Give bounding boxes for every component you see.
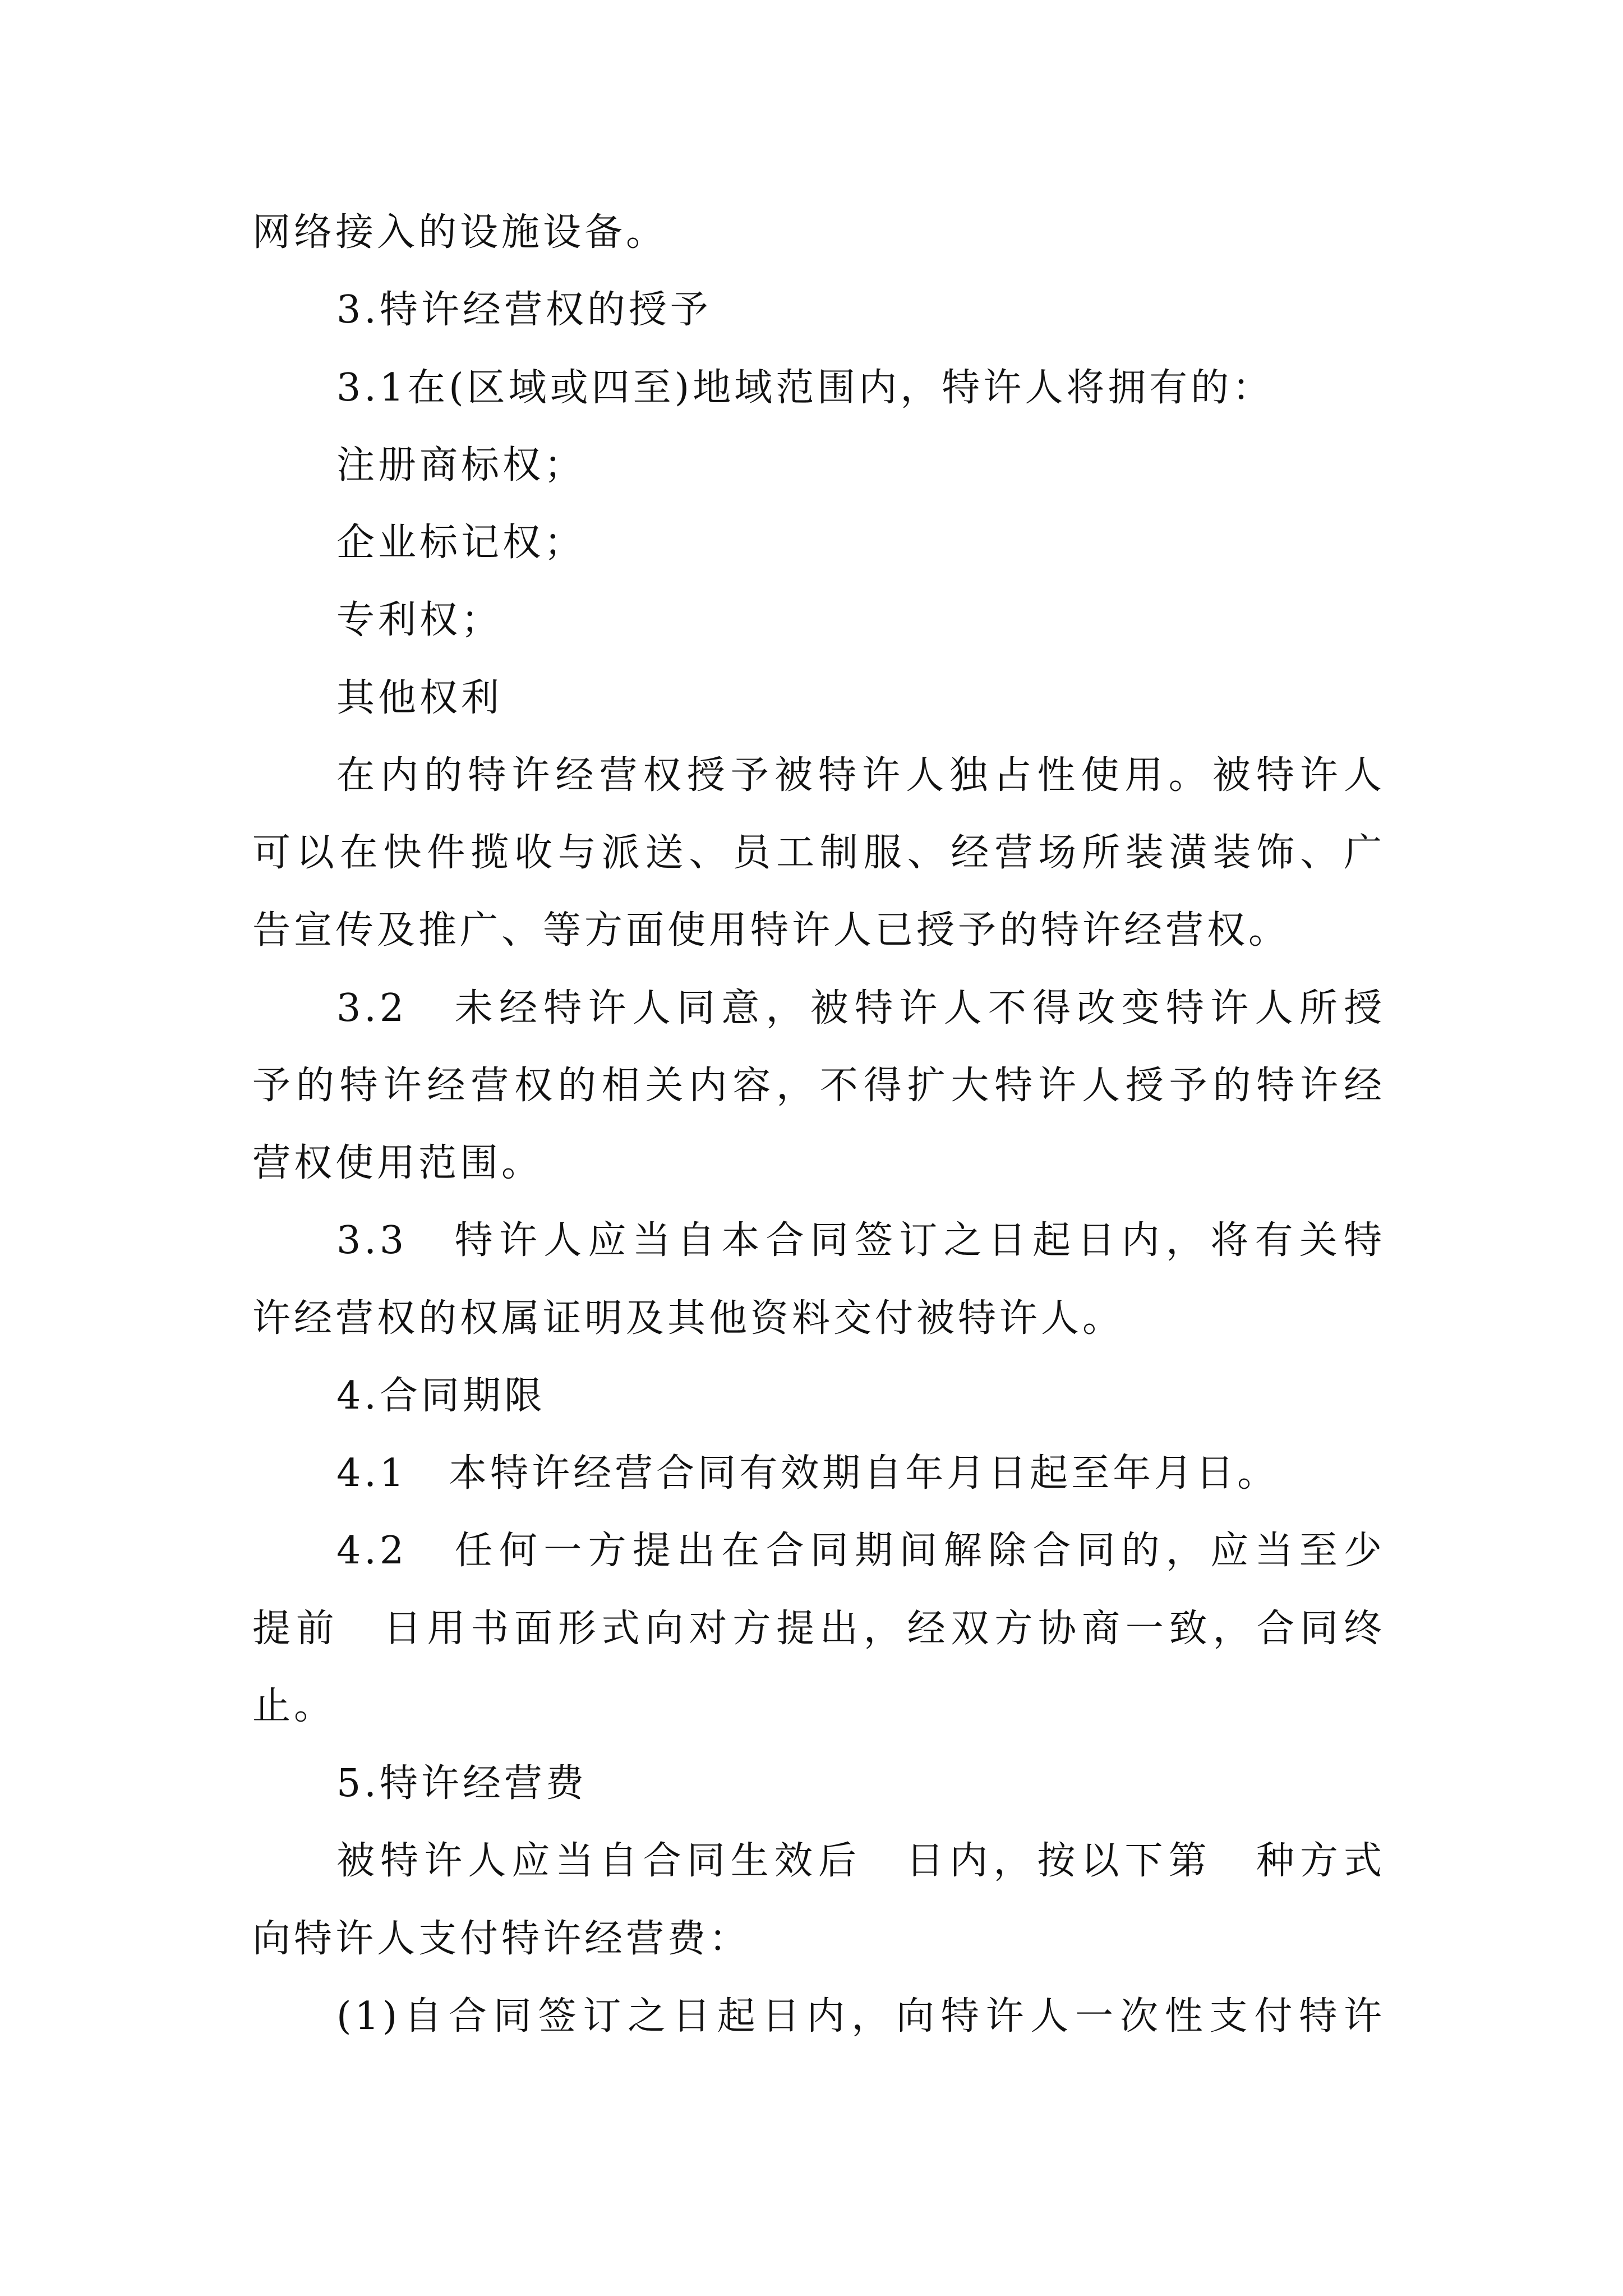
section-heading: 5.特许经营费 <box>336 1761 587 1806</box>
list-item: 专利权； <box>336 598 503 642</box>
body-text-line: (1)自合同签订之日起日内，向特许人一次性支付特许 <box>336 1994 1385 2039</box>
body-text-line: 告宣传及推广、等方面使用特许人已授予的特许经营权。 <box>252 908 1290 953</box>
body-text-line: 向特许人支付特许经营费： <box>252 1917 751 1961</box>
body-text-line: 止。 <box>252 1684 336 1728</box>
body-text-line: 在内的特许经营权授予被特许人独占性使用。被特许人 <box>336 753 1385 798</box>
section-heading: 3.特许经营权的授予 <box>336 288 712 332</box>
body-text-line: 被特许人应当自合同生效后 日内，按以下第 种方式 <box>336 1839 1385 1883</box>
list-item: 注册商标权； <box>336 443 586 487</box>
body-text-line: 4.1 本特许经营合同有效期自年月日起至年月日。 <box>336 1451 1279 1496</box>
body-text-line: 许经营权的权属证明及其他资料交付被特许人。 <box>252 1296 1124 1341</box>
body-text-line: 3.2 未经特许人同意，被特许人不得改变特许人所授 <box>336 986 1385 1030</box>
body-text-line: 3.3 特许人应当自本合同签订之日起日内，将有关特 <box>336 1218 1385 1263</box>
body-text-line: 营权使用范围。 <box>252 1141 543 1185</box>
section-heading: 4.合同期限 <box>336 1374 546 1418</box>
body-text-line: 网络接入的设施设备。 <box>252 210 668 255</box>
body-text-line: 提前 日用书面形式向对方提出，经双方协商一致，合同终 <box>252 1607 1385 1651</box>
body-text-line: 4.2 任何一方提出在合同期间解除合同的，应当至少 <box>336 1529 1385 1573</box>
body-text-line: 予的特许经营权的相关内容，不得扩大特许人授予的特许经 <box>252 1064 1385 1108</box>
body-text-line: 3.1在(区域或四至)地域范围内，特许人将拥有的： <box>336 366 1274 410</box>
body-text-line: 可以在快件揽收与派送、员工制服、经营场所装潢装饰、广 <box>252 831 1385 875</box>
list-item: 其他权利 <box>336 676 503 720</box>
list-item: 企业标记权； <box>336 521 586 565</box>
